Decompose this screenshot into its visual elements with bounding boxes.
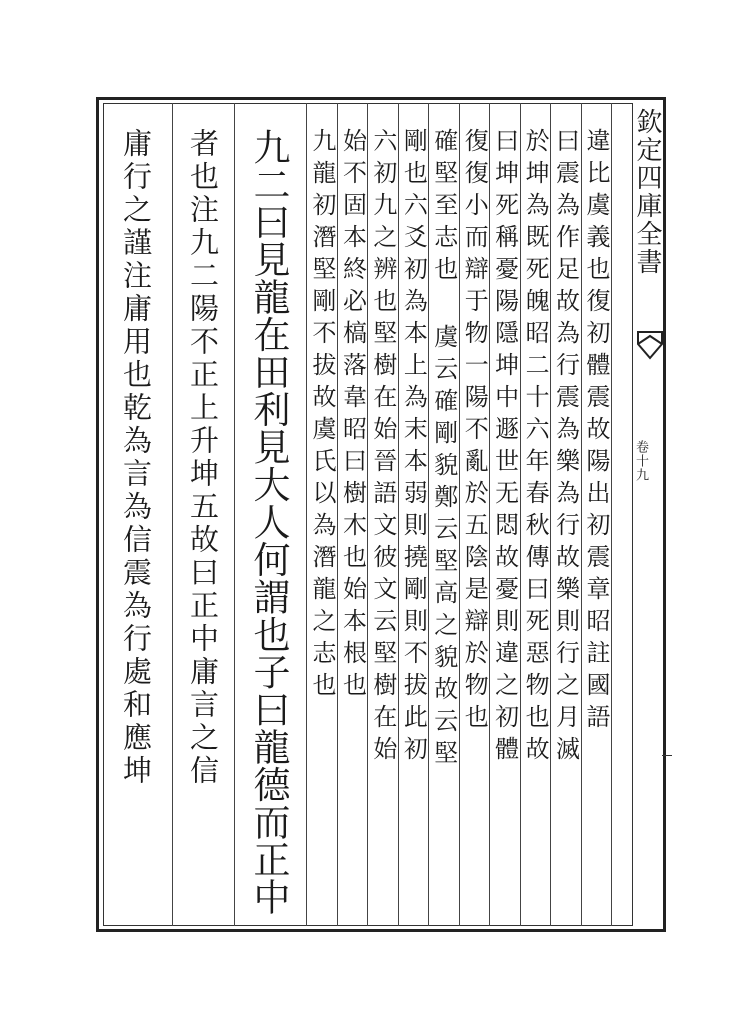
commentary-column-2: 曰震為作足故為行震為樂為行故樂則行之月滅	[551, 128, 580, 768]
column-rule	[581, 103, 582, 926]
column-rule	[234, 103, 235, 926]
fish-tail-mark-icon	[636, 330, 664, 360]
commentary-column-4: 曰坤死稱憂陽隱坤中遯世无悶故憂則違之初體	[490, 128, 519, 768]
column-rule	[459, 103, 460, 926]
annotation-column-2: 庸行之謹注庸用也乾為言為信震為行處和應坤	[119, 128, 153, 788]
column-rule	[550, 103, 551, 926]
column-rule	[489, 103, 490, 926]
book-title: 欽定四庫全書	[632, 108, 662, 276]
commentary-column-1: 違比虞義也復初體震故陽出初震章昭註國語	[582, 128, 610, 736]
column-rule	[398, 103, 399, 926]
commentary-column-7: 剛也六爻初為本上為末本弱則撓剛則不拔此初	[399, 128, 428, 768]
commentary-column-8: 六初九之辨也堅樹在始晉語文彼文云堅樹在始	[368, 128, 397, 768]
commentary-column-6: 確堅至志也 虞云確剛貌鄭云堅高之貌故云堅	[429, 128, 458, 772]
column-rule	[520, 103, 521, 926]
commentary-column-10: 九龍初潛堅剛不拔故虞氏以為潛龍之志也	[308, 128, 336, 704]
commentary-column-9: 始不固本終必槁落韋昭曰樹木也始本根也	[338, 128, 367, 704]
column-rule	[611, 103, 612, 926]
volume-label: 卷十九	[633, 440, 648, 482]
edge-mark	[662, 755, 672, 770]
column-rule	[172, 103, 173, 926]
main-text-column: 九二曰見龍在田利見大人何謂也子曰龍德而正中	[247, 128, 290, 916]
annotation-column-1: 者也注九二陽不正上升坤五故曰正中庸言之信	[186, 128, 220, 788]
commentary-column-3: 於坤為既死魄昭二十六年春秋傳曰死惡物也故	[521, 128, 550, 768]
column-rule	[306, 103, 307, 926]
column-rule	[337, 103, 338, 926]
column-rule	[428, 103, 429, 926]
commentary-column-5: 復復小而辯于物一陽不亂於五陰是辯於物也	[460, 128, 489, 736]
column-rule	[367, 103, 368, 926]
